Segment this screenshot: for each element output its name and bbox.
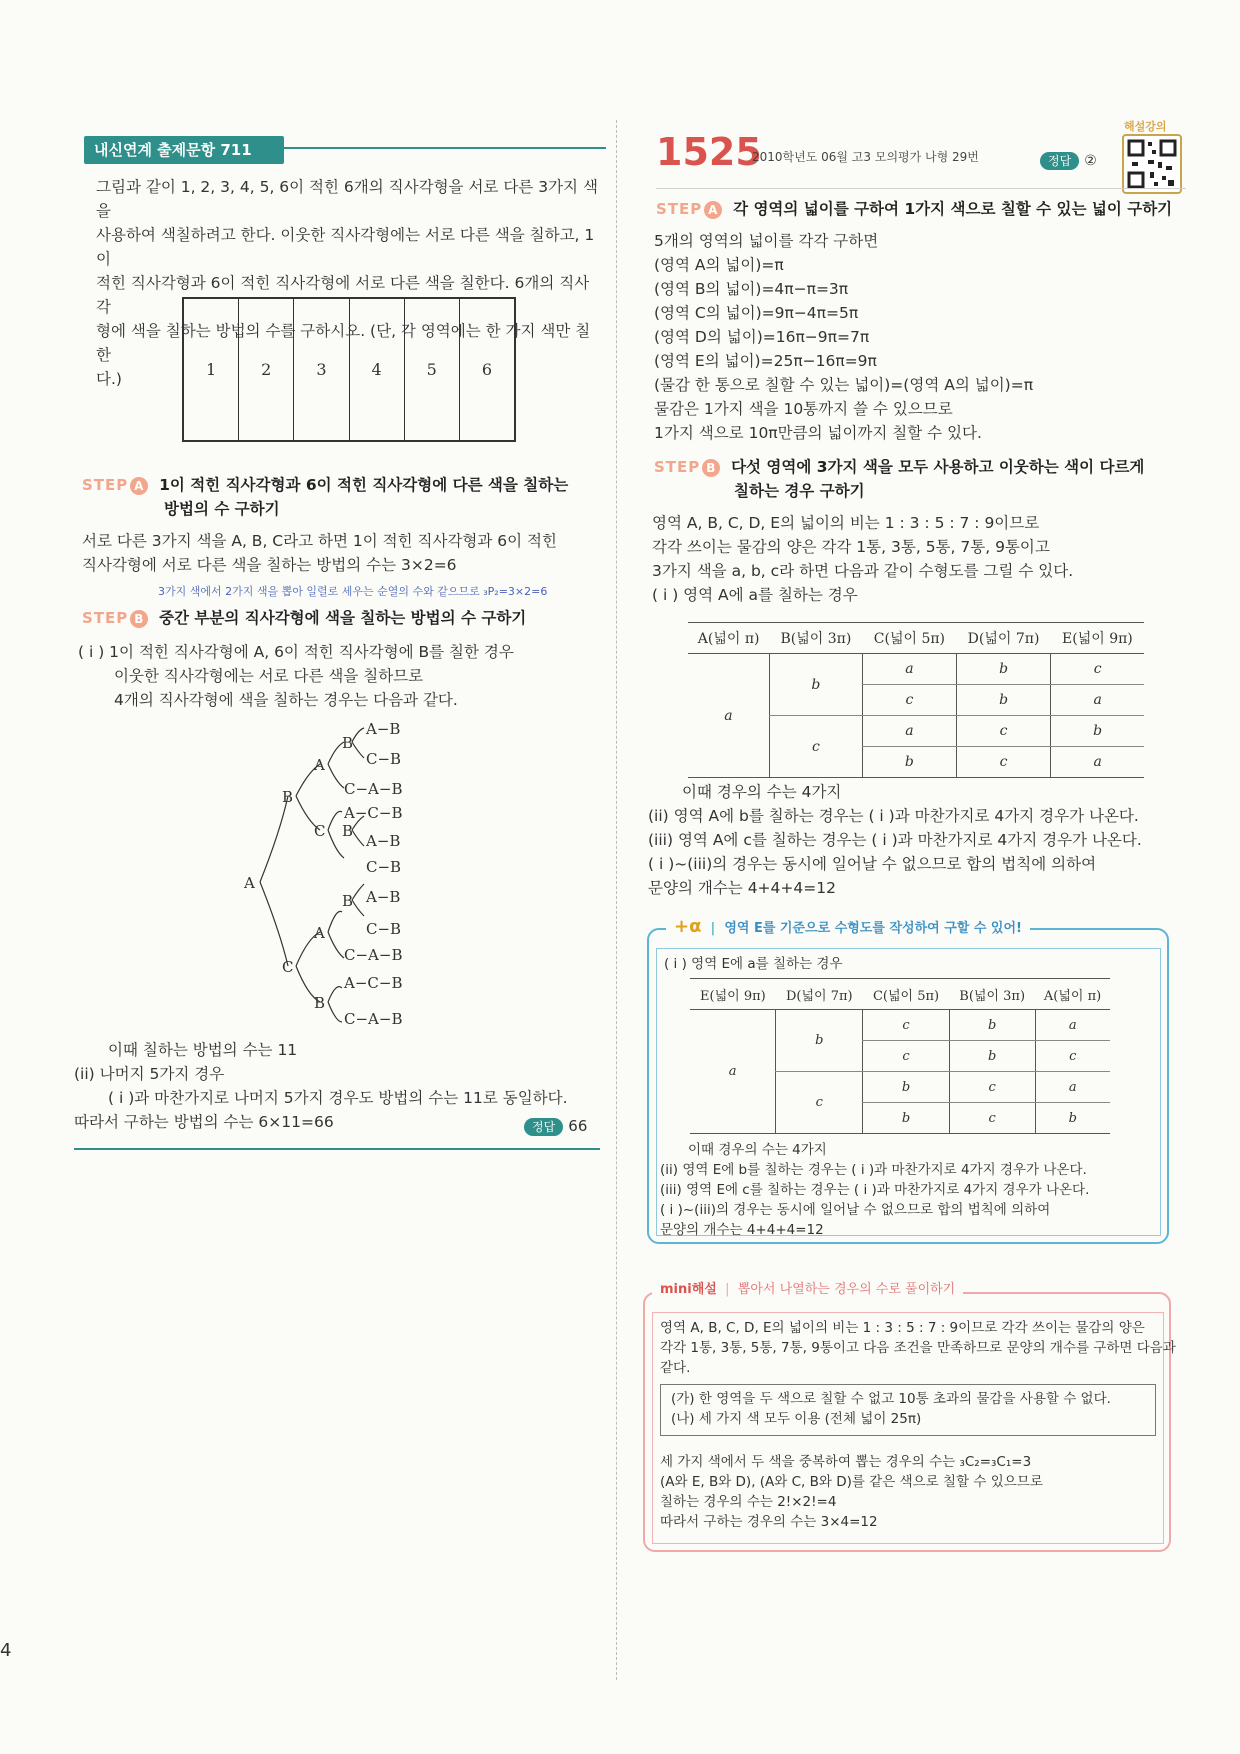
- text-line: ( i ) 1이 적힌 직사각형에 A, 6이 적힌 직사각형에 B를 칠한 경우: [78, 643, 514, 661]
- left-conclusion: [74, 1038, 568, 1134]
- table-cell: a: [863, 654, 957, 685]
- table-cell: b: [949, 1041, 1035, 1072]
- plus-alpha-header: +α | 영역 E를 기준으로 수형도를 작성하여 구할 수 있어!: [666, 916, 1030, 937]
- mini-solution-title: 뽑아서 나열하는 경우의 수로 풀이하기: [737, 1282, 956, 1297]
- text-line: ( i )과 마찬가지로 나머지 5가지 경우도 방법의 수는 11로 동일하다.: [108, 1089, 568, 1107]
- text-line: 4개의 직사각형에 색을 칠하는 경우는 다음과 같다.: [114, 691, 458, 709]
- condition-box: [660, 1384, 1156, 1436]
- text-line: (영역 E의 넓이)=25π−16π=9π: [654, 352, 877, 370]
- answer-value: 66: [568, 1117, 588, 1135]
- mini-outro: [660, 1452, 1043, 1532]
- table-cell: a: [688, 654, 769, 778]
- table-header: D(넓이 7π): [956, 623, 1050, 654]
- text-line: 세 가지 색에서 두 색을 중복하여 뽑는 경우의 수는 ₃C₂=₃C₁=3: [660, 1454, 1032, 1470]
- case-table: [688, 622, 1144, 778]
- rect-cell: 5: [405, 299, 460, 440]
- column-divider: [616, 120, 617, 1680]
- step-title: 중간 부분의 직사각형에 색을 칠하는 방법의 수 구하기: [159, 609, 527, 627]
- plus-alpha-tag: +α: [674, 916, 702, 937]
- answer-badge: 정답: [524, 1118, 563, 1136]
- table-header: C(넓이 5π): [863, 623, 957, 654]
- text-line: 영역 A, B, C, D, E의 넓이의 비는 1 : 3 : 5 : 7 : 9이므로 각각 쓰이는 물감의 양은: [660, 1320, 1145, 1336]
- text-line: 칠하는 경우의 수는 2!×2!=4: [660, 1494, 837, 1510]
- right-step-a-body: [654, 229, 1033, 445]
- tree-leaf: A−B: [366, 720, 401, 738]
- text-line: 1가지 색으로 10π만큼의 넓이까지 칠할 수 있다.: [654, 424, 982, 442]
- problem-line: 형에 색을 칠하는 방법의 수를 구하시오. (단, 각 영역에는 한 가지 색만 칠한: [96, 322, 591, 364]
- table-cell: c: [949, 1072, 1035, 1103]
- text-line: 5개의 영역의 넓이를 각각 구하면: [654, 232, 879, 250]
- table-header: E(넓이 9π): [1051, 623, 1144, 654]
- section-banner: [84, 136, 606, 164]
- table-cell: c: [863, 685, 957, 716]
- text-line: (ii) 나머지 5가지 경우: [74, 1065, 225, 1083]
- table-cell: b: [776, 1010, 863, 1072]
- tree-node: B: [342, 822, 354, 840]
- table-cell: b: [1035, 1103, 1110, 1134]
- table-cell: c: [776, 1072, 863, 1134]
- table-cell: c: [863, 1041, 949, 1072]
- left-answer: [524, 1116, 587, 1136]
- table-cell: c: [956, 747, 1050, 778]
- qr-code-icon[interactable]: [1122, 134, 1182, 194]
- step-title: 칠하는 경우 구하기: [734, 482, 865, 500]
- step-badge: STEP A: [82, 476, 148, 494]
- qr-caption: 해설강의: [1124, 120, 1167, 133]
- table-header: B(넓이 3π): [949, 979, 1035, 1010]
- text-line: 3가지 색을 a, b, c라 하면 다음과 같이 수형도를 그릴 수 있다.: [652, 562, 1074, 580]
- answer-badge: 정답: [1040, 152, 1079, 170]
- text-line: 서로 다른 3가지 색을 A, B, C라고 하면 1이 적힌 직사각형과 6이 적힌: [82, 532, 558, 550]
- right-step-b-body: [652, 511, 1073, 607]
- mini-solution-tag: mini해설: [660, 1282, 717, 1297]
- step-letter: B: [130, 610, 148, 628]
- section-rule: [74, 1148, 600, 1150]
- table-cell: b: [863, 1103, 949, 1134]
- tree-node: B: [314, 994, 326, 1012]
- tree-node: C: [314, 822, 326, 840]
- right-step-b-conclusion: [648, 780, 1142, 900]
- left-step-b-body: [78, 640, 514, 712]
- page-number: 4: [0, 1640, 12, 1661]
- step-letter: B: [702, 459, 720, 477]
- problem-line: 다.): [96, 370, 122, 388]
- rectangle-diagram: [182, 297, 516, 442]
- table-cell: c: [863, 1010, 949, 1041]
- condition-line: (나) 세 가지 색 모두 이용 (전체 넓이 25π): [671, 1411, 922, 1427]
- step-title: 다섯 영역에 3가지 색을 모두 사용하고 이웃하는 색이 다르게: [731, 458, 1145, 476]
- table-header: A(넓이 π): [688, 623, 769, 654]
- text-line: 영역 A, B, C, D, E의 넓이의 비는 1 : 3 : 5 : 7 : 9이므로: [652, 514, 1040, 532]
- header-rule: [656, 188, 1186, 189]
- side-note: 3가지 색에서 2가지 색을 뽑아 일렬로 세우는 순열의 수와 같으므로 ₃P₂=3×2=6: [158, 585, 548, 598]
- banner-label: 내신연계 출제문항 711: [84, 136, 284, 164]
- mini-intro: [660, 1318, 1176, 1378]
- table-cell: a: [1051, 747, 1144, 778]
- table-header: E(넓이 9π): [690, 979, 776, 1010]
- text-line: ( i )~(iii)의 경우는 동시에 일어날 수 없으므로 합의 법칙에 의하여: [648, 855, 1097, 873]
- rect-cell: 4: [350, 299, 405, 440]
- step-badge: STEP B: [654, 458, 720, 476]
- banner-rule: [284, 147, 606, 149]
- table-cell: c: [949, 1103, 1035, 1134]
- right-step-b: [654, 455, 1144, 503]
- table-cell: b: [956, 654, 1050, 685]
- table-cell: c: [956, 716, 1050, 747]
- text-line: 따라서 구하는 방법의 수는 6×11=66: [74, 1113, 334, 1131]
- step-badge: STEP A: [656, 200, 722, 218]
- table-header: A(넓이 π): [1035, 979, 1110, 1010]
- text-line: (영역 C의 넓이)=9π−4π=5π: [654, 304, 859, 322]
- tree-diagram: [230, 712, 470, 1032]
- tree-leaf: A−C−B: [344, 804, 403, 822]
- table-cell: c: [1051, 654, 1144, 685]
- tree-leaf: C−A−B: [344, 1010, 403, 1028]
- problem-source: 2010학년도 06월 고3 모의평가 나형 29번: [752, 150, 979, 164]
- text-line: 따라서 구하는 경우의 수는 3×4=12: [660, 1514, 878, 1530]
- text-line: (ii) 영역 E에 b를 칠하는 경우는 ( i )과 마찬가지로 4가지 경우가 나온다.: [660, 1162, 1087, 1178]
- table-cell: c: [1035, 1041, 1110, 1072]
- right-step-a: [656, 197, 1172, 221]
- answer-value: ②: [1084, 153, 1097, 169]
- mini-solution-header: mini해설 | 뽑아서 나열하는 경우의 수로 풀이하기: [652, 1278, 963, 1297]
- rect-cell: 3: [294, 299, 349, 440]
- tree-leaf: C−B: [366, 750, 402, 768]
- text-line: ( i ) 영역 E에 a를 칠하는 경우: [664, 956, 843, 972]
- tree-node: A: [314, 756, 325, 774]
- tree-leaf: C−B: [366, 858, 402, 876]
- text-line: (물감 한 통으로 칠할 수 있는 넓이)=(영역 A의 넓이)=π: [654, 376, 1034, 394]
- text-line: 직사각형에 서로 다른 색을 칠하는 방법의 수는 3×2=6: [82, 556, 457, 574]
- left-step-b: [82, 606, 526, 630]
- tree-leaf: A−B: [366, 832, 401, 850]
- table-cell: b: [949, 1010, 1035, 1041]
- problem-line: 사용하여 색칠하려고 한다. 이웃한 직사각형에는 서로 다른 색을 칠하고, 1이: [96, 226, 595, 268]
- text-line: ( i ) 영역 A에 a를 칠하는 경우: [652, 586, 858, 604]
- table-cell: b: [863, 1072, 949, 1103]
- step-title: 각 영역의 넓이를 구하여 1가지 색으로 칠할 수 있는 넓이 구하기: [733, 200, 1173, 218]
- step-badge: STEP B: [82, 609, 148, 627]
- right-answer: [1040, 150, 1097, 170]
- text-line: 문양의 개수는 4+4+4=12: [660, 1222, 824, 1238]
- table-cell: a: [690, 1010, 776, 1134]
- text-line: 이때 경우의 수는 4가지: [688, 1142, 827, 1158]
- table-cell: b: [956, 685, 1050, 716]
- table-header: B(넓이 3π): [769, 623, 862, 654]
- tree-node: B: [342, 734, 354, 752]
- problem-line: 적힌 직사각형과 6이 적힌 직사각형에 서로 다른 색을 칠한다. 6개의 직사각: [96, 274, 590, 316]
- tree-node: B: [282, 788, 294, 806]
- rect-cell: 1: [184, 299, 239, 440]
- plus-alpha-title: 영역 E를 기준으로 수형도를 작성하여 구할 수 있어!: [724, 921, 1022, 936]
- plus-alpha-conclusion: [660, 1140, 1089, 1240]
- tree-leaf: A−B: [366, 888, 401, 906]
- text-line: (iii) 영역 E에 c를 칠하는 경우는 ( i )과 마찬가지로 4가지 경우가 나온다.: [660, 1182, 1090, 1198]
- left-step-a: [82, 473, 568, 521]
- tree-node: B: [342, 892, 354, 910]
- step-title: 방법의 수 구하기: [164, 500, 280, 518]
- tree-leaf: C−A−B: [344, 946, 403, 964]
- left-step-a-body: [82, 529, 557, 577]
- table-cell: b: [863, 747, 957, 778]
- text-line: (영역 B의 넓이)=4π−π=3π: [654, 280, 849, 298]
- text-line: 각각 쓰이는 물감의 양은 각각 1통, 3통, 5통, 7통, 9통이고: [652, 538, 1050, 556]
- alt-case-table: [690, 978, 1110, 1134]
- text-line: 각각 1통, 3통, 5통, 7통, 9통이고 다음 조건을 만족하므로 문양의 개수를 구하면 다음과: [660, 1340, 1176, 1356]
- text-line: (영역 A의 넓이)=π: [654, 256, 784, 274]
- text-line: 물감은 1가지 색을 10통까지 쓸 수 있으므로: [654, 400, 953, 418]
- table-cell: b: [1051, 716, 1144, 747]
- table-cell: b: [769, 654, 862, 716]
- text-line: (ii) 영역 A에 b를 칠하는 경우는 ( i )과 마찬가지로 4가지 경우가 나온다.: [648, 807, 1139, 825]
- table-cell: c: [769, 716, 862, 778]
- text-line: (iii) 영역 A에 c를 칠하는 경우는 ( i )과 마찬가지로 4가지 경우가 나온다.: [648, 831, 1142, 849]
- table-cell: a: [1035, 1010, 1110, 1041]
- step-title: 1이 적힌 직사각형과 6이 적힌 직사각형에 다른 색을 칠하는: [159, 476, 569, 494]
- text-line: 같다.: [660, 1360, 691, 1376]
- table-header: C(넓이 5π): [863, 979, 949, 1010]
- tree-leaf: C−A−B: [344, 780, 403, 798]
- text-line: (A와 E, B와 D), (A와 C, B와 D)를 같은 색으로 칠할 수 있으므로: [660, 1474, 1043, 1490]
- table-cell: a: [863, 716, 957, 747]
- table-cell: a: [1051, 685, 1144, 716]
- text-line: 이웃한 직사각형에는 서로 다른 색을 칠하므로: [114, 667, 424, 685]
- problem-number: 1525: [656, 130, 762, 174]
- problem-line: 그림과 같이 1, 2, 3, 4, 5, 6이 적힌 6개의 직사각형을 서로 다른 3가지 색을: [96, 178, 598, 220]
- rect-cell: 6: [481, 360, 493, 379]
- text-line: ( i )~(iii)의 경우는 동시에 일어날 수 없으므로 합의 법칙에 의하여: [660, 1202, 1051, 1218]
- tree-leaf: A−C−B: [344, 974, 403, 992]
- table-cell: a: [1035, 1072, 1110, 1103]
- table-header: D(넓이 7π): [776, 979, 863, 1010]
- rect-cell: 2: [239, 299, 294, 440]
- text-line: (영역 D의 넓이)=16π−9π=7π: [654, 328, 870, 346]
- text-line: 이때 칠하는 방법의 수는 11: [108, 1041, 298, 1059]
- tree-leaf: C−B: [366, 920, 402, 938]
- step-letter: A: [130, 477, 148, 495]
- tree-node: A: [314, 924, 325, 942]
- text-line: 문양의 개수는 4+4+4=12: [648, 879, 836, 897]
- condition-line: (가) 한 영역을 두 색으로 칠할 수 없고 10통 초과의 물감을 사용할 수 없다.: [671, 1391, 1111, 1407]
- text-line: 이때 경우의 수는 4가지: [682, 783, 842, 801]
- step-letter: A: [704, 201, 722, 219]
- tree-node: A: [244, 874, 255, 892]
- tree-node: C: [282, 958, 294, 976]
